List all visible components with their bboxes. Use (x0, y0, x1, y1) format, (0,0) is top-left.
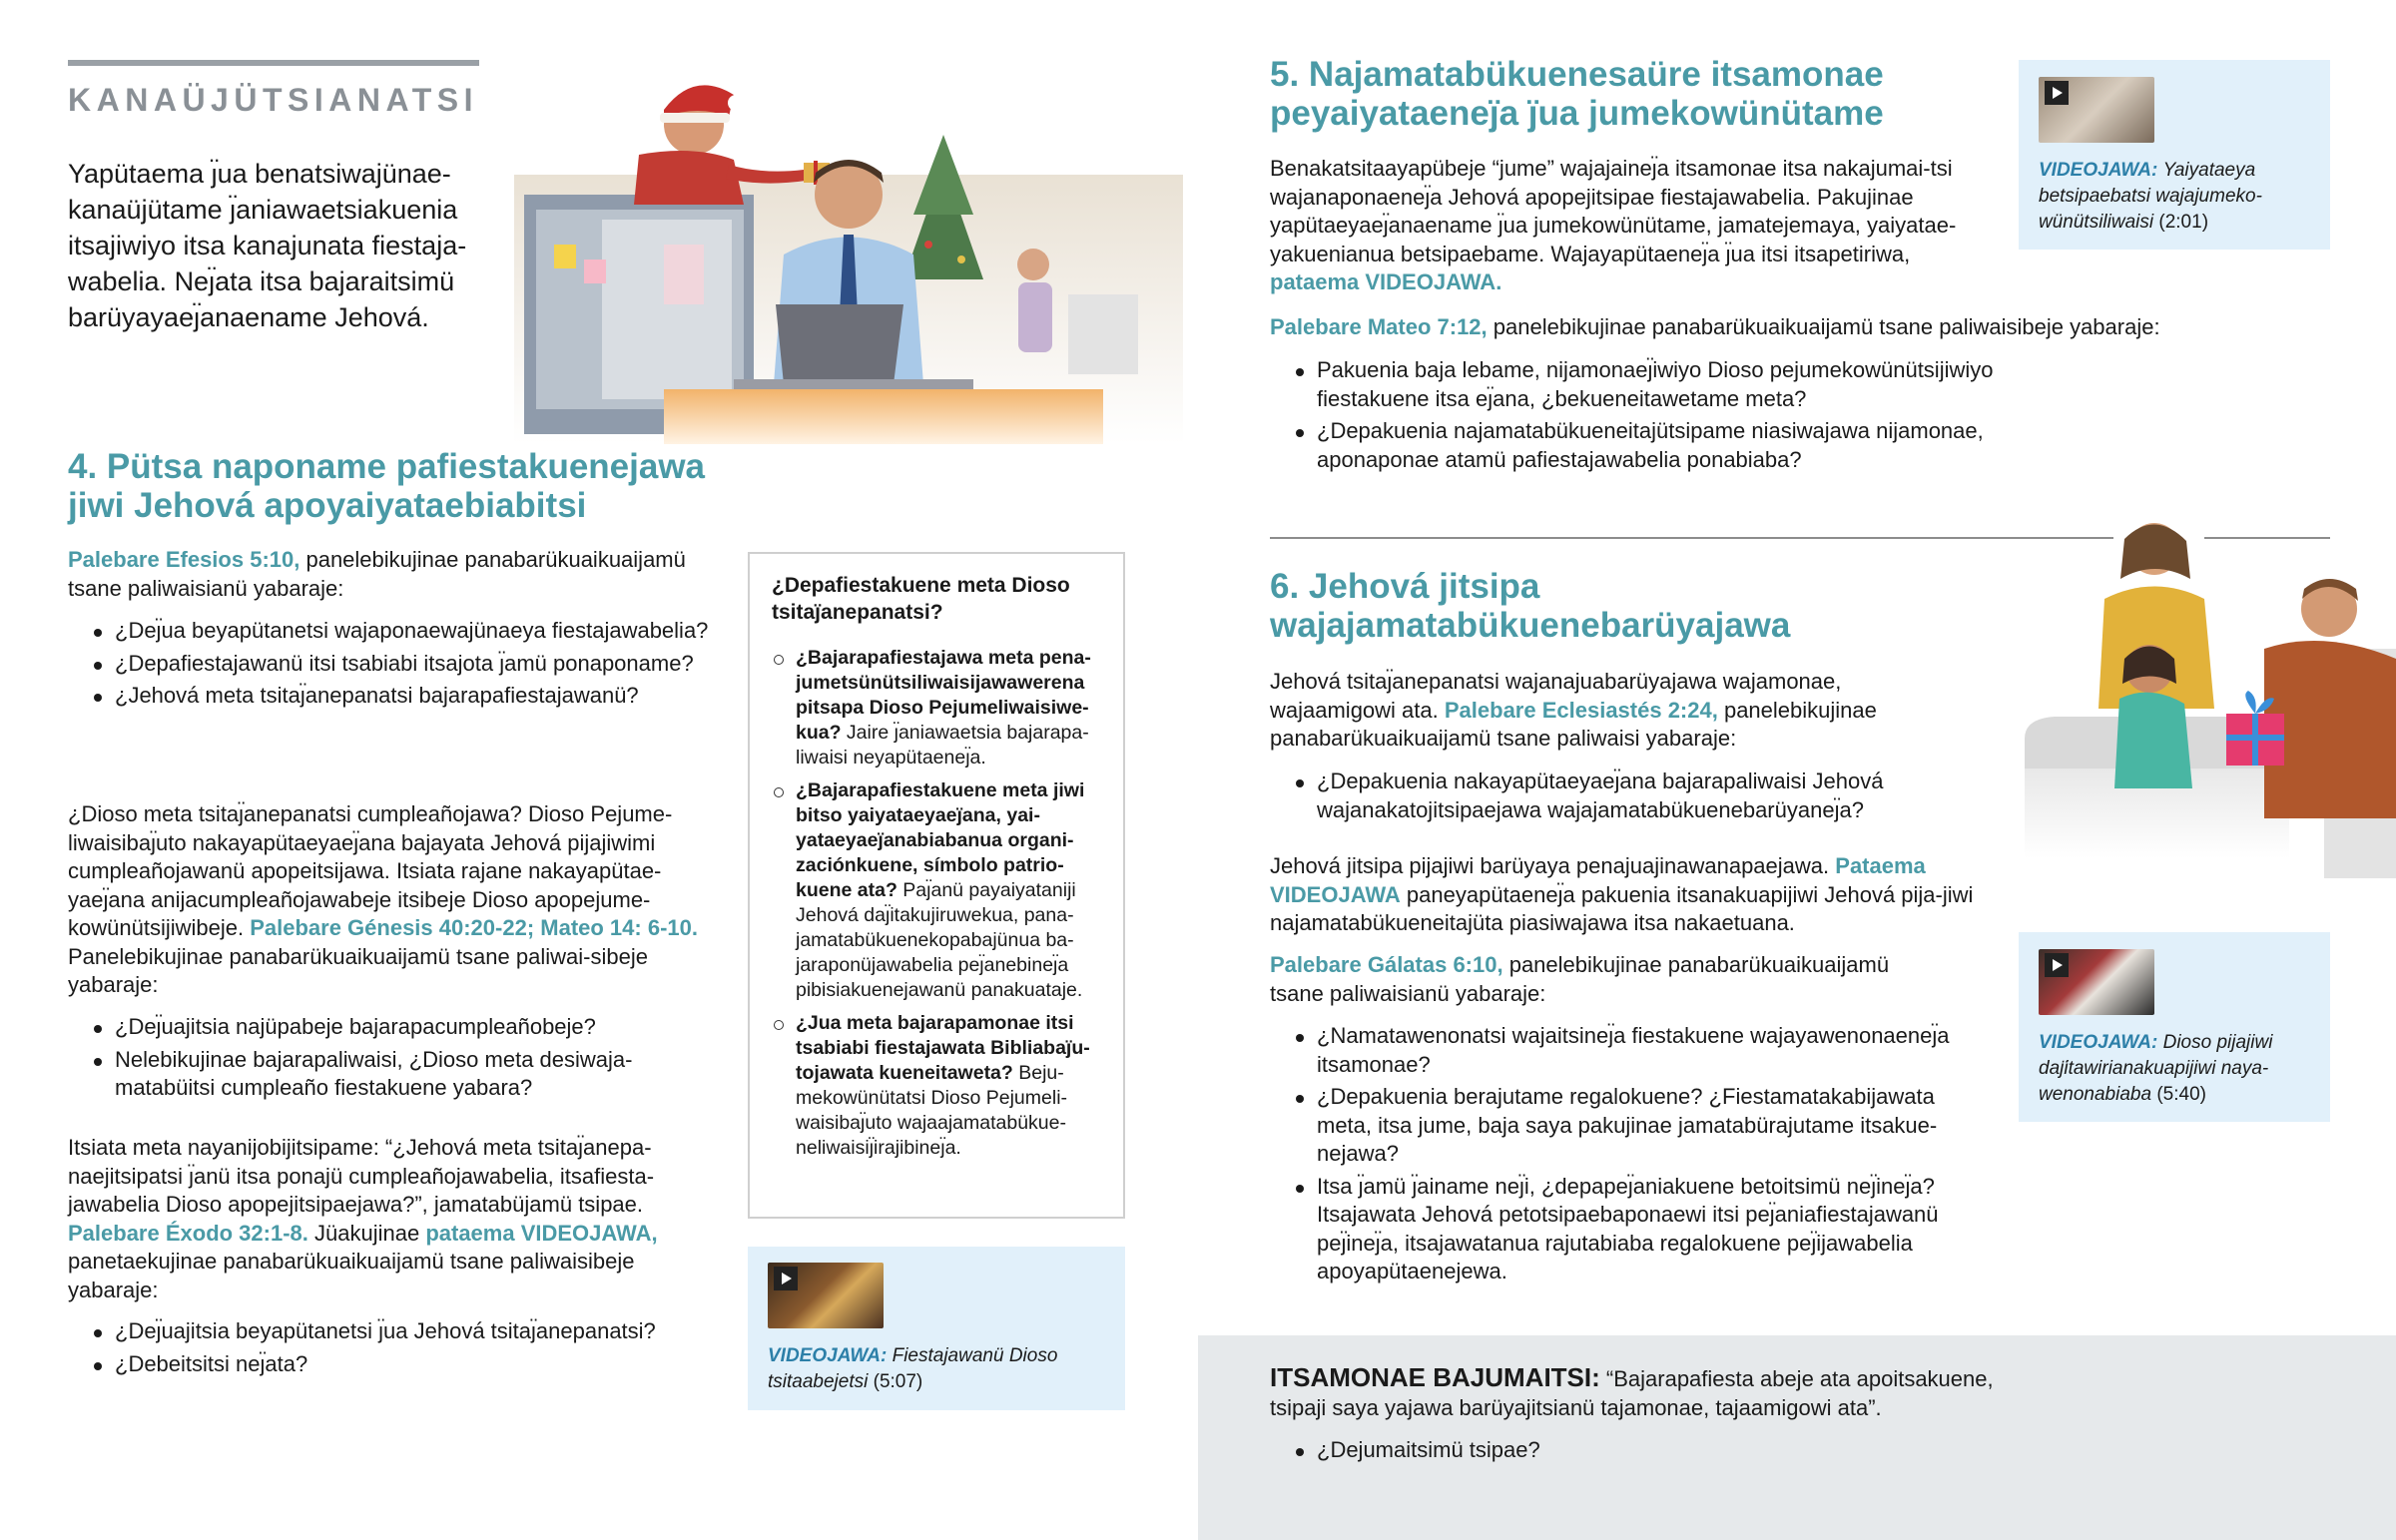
summary-panel (1198, 1335, 2396, 1540)
list-item: ¿Deȷ̈ua beyapütanetsi wajaponaewajünaeya fiestajawabelia? (68, 617, 717, 646)
office-party-illustration (514, 55, 1183, 444)
section-4-paragraph-2-text: ¿Dioso meta tsitaȷ̈anepanatsi cumpleañojawa? Dioso Pejume-liwaisibaȷ̈uto nakayapütaeyaeȷ̈ana bajayata Jehová pijajiwimi cumpleañojawanü apopeitsijawa. Itsiata rajane nakayapütae-yaeȷ̈ana anijacumpleañojawabeje itsibeje Dioso apopejume-kowünütsijiwibeje. (68, 801, 673, 940)
intro-rule (68, 60, 479, 66)
list-item: ¿Deȷ̈uajitsia beyapütanetsi ȷ̈ua Jehová tsitaȷ̈anepanatsi? (68, 1317, 717, 1346)
scripture-link-exodo[interactable]: Palebare Éxodo 32:1-8. (68, 1220, 308, 1246)
section-6-title: 6. Jehová jitsipa wajajamatabükuenebarüyajawa (1270, 567, 1791, 645)
scripture-link-mateo[interactable]: Palebare Mateo 7:12, (1270, 314, 1488, 339)
list-item: ¿Bajarapafiestakuene meta jiwi bitso yaiyataeyaeȷ̈ana, yai-yataeyaeȷ̈anabiabanua organi-zaciónkuene, símbolo patrio-kuene ata? Paȷ̈anü payaiyataniji Jehová daȷ̈itakujiruwekua, pana-jamatabükuenekopabajünua ba-jaraponüjawabelia peȷ̈anebineȷ̈a pibisiakuenejawanü panakuataje. (772, 778, 1101, 1003)
section-4-paragraph-2-tail: Panelebikujinae panabarükuaikuaijamü tsane paliwai-sibeje yabaraje: (68, 943, 648, 997)
section-6-paragraph-2-tail: paneyapütaeneȷ̈a pakuenia itsanakuapijiwi Jehová pija-jiwi najamatabükueneitajüta piasiwajawa itsa nakaetuana. (1270, 881, 1974, 935)
section-divider (1270, 537, 2113, 539)
list-item: ¿Depakuenia najamatabükueneitajütsipame niasiwajawa nijamonae, aponaponae atamü pafiestajawabelia ponabiaba? (1270, 417, 2069, 474)
video-link[interactable]: Pataema VIDEOJAWA (1270, 853, 1926, 907)
list-item: ¿Depakuenia nakayapütaeyaeȷ̈ana bajarapaliwaisi Jehová wajanakatojitsipaejawa wajajamatabükuenebarüyaneȷ̈a? (1270, 768, 1929, 824)
section-4-paragraph-3-tail: panetaekujinae panabarükuaikuaijamü tsane paliwaisibeje yabaraje: (68, 1249, 635, 1302)
video-link[interactable]: pataema VIDEOJAWA. (1270, 269, 1502, 294)
list-item: ¿Depafiestajawanü itsi tsabiabi itsajota ȷ̈amü ponaponame? (68, 650, 717, 679)
list-item: ¿Namatawenonatsi wajaitsineȷ̈a fiestakuene wajayawenonaeneȷ̈a itsamonae? (1270, 1022, 1989, 1079)
section-4-paragraph-2 (68, 800, 717, 1000)
play-icon (774, 1267, 798, 1290)
video-thumbnail[interactable] (2039, 949, 2154, 1015)
summary-questions (1270, 1436, 2029, 1469)
section-5-paragraph-1-text: Benakatsitaayapübeje “jume” wajajaineȷ̈a itsamonae itsa nakajumai-tsi wajanaponaeneȷ̈a Jehová apopejitsipae fiestajawabelia. Pakujinae yapütaeyaeȷ̈anaename ȷ̈ua jumekowünütame, jamatejemaya, yaiyatae-yakuenianua betsipaebame. Wajayapütaeneȷ̈a ȷ̈ua itsi itsapetiriwa, (1270, 156, 1957, 266)
family-gift-illustration (2015, 519, 2396, 878)
section-4-questions-3 (68, 1317, 717, 1382)
question-box-title: ¿Depafiestakuene meta Dioso tsitaȷ̈anepanatsi? (772, 574, 1070, 624)
list-item: Nelebikujinae bajarapaliwaisi, ¿Dioso meta desiwaja-matabüitsi cumpleaño fiestakuene yabara? (68, 1046, 717, 1103)
section-6-questions-1 (1270, 768, 1929, 828)
section-6-reading (1270, 951, 1949, 1008)
section-4-paragraph-3-mid: Jüakujinae (307, 1220, 426, 1246)
section-6-paragraph-2 (1270, 852, 1979, 938)
sidebar-question-box (748, 552, 1125, 1219)
section-5-reading (1270, 313, 2268, 342)
section-5-paragraph-1 (1270, 155, 1989, 297)
section-6-questions-2 (1270, 1022, 1989, 1290)
scripture-link-eclesiastes[interactable]: Palebare Eclesiastés 2:24, (1444, 697, 1718, 723)
scripture-link-efesios[interactable]: Palebare Efesios 5:10, (68, 547, 300, 572)
section-6-paragraph-1-tail: panelebikujinae panabarükuaikuaijamü tsane paliwaisi yabaraje: (1270, 697, 1877, 751)
list-item: ¿Jehová meta tsitaȷ̈anepanatsi bajarapafiestajawanü? (68, 682, 717, 711)
section-4-reading-1 (68, 546, 717, 603)
video-link[interactable]: pataema VIDEOJAWA, (425, 1220, 658, 1246)
play-icon (2045, 953, 2069, 977)
list-item: ¿Depakuenia berajutame regalokuene? ¿Fiestamatakabijawata meta, itsa jume, baja saya pakujinae jamatabürajutame itsakue-nejawa? (1270, 1083, 1989, 1169)
section-5-reading-text: panelebikujinae panabarükuaikuaijamü tsane paliwaisibeje yabaraje: (1487, 314, 2160, 339)
video-caption: VIDEOJAWA: Yaiyataeya betsipaebatsi wajajumeko-wünütsiliwaisi (2:01) (2039, 160, 2262, 233)
list-item: ¿Bajarapafiestajawa meta pena-jumetsünütsiliwaisijawawerena pitsapa Dioso Pejumeliwaisiwe-kua? Jaire ȷ̈aniawaetsia bajarapa-liwaisi neyapütaeneȷ̈a. (772, 646, 1101, 770)
list-item: Itsa ȷ̈amü ȷ̈ainame neȷ̈i, ¿depapeȷ̈aniakuene betoitsimü neȷ̈ineȷ̈a? Itsajawata Jehová petotsipaebaponaewi itsi peȷ̈aniafiestajawanü peȷ̈ineȷ̈a, itsajawatanua rajutabiaba regalokuene peȷ̈ijawabelia apoyapütaenejewa. (1270, 1173, 1989, 1286)
summary-label: ITSAMONAE BAJUMAITSI: (1270, 1362, 1600, 1392)
list-item: Pakuenia baja lebame, nijamonaeȷ̈iwiyo Dioso pejumekowünütsijiwiyo fiestakuene itsa eȷ̈ana, ¿bekueneitawetame meta? (1270, 356, 2069, 413)
section-4-questions-1 (68, 617, 717, 715)
intro-heading: KANAÜJÜTSIANATSI (68, 82, 478, 118)
video-card-yaiyataeya[interactable] (2019, 60, 2330, 250)
video-caption: VIDEOJAWA: Fiestajawanü Dioso tsitaabejetsi (5:07) (768, 1345, 1058, 1392)
section-6-paragraph-2-text: Jehová jitsipa pijajiwi barüyaya penajuajinawanapaejawa. (1270, 853, 1836, 878)
list-item: ¿Jua meta bajarapamonae itsi tsabiabi fiestajawata Bibliabaȷ̈u-tojawata kueneitaweta? Beju-mekowünütatsi Dioso Pejumeli-waisibaȷ̈uto wajaajamatabükue-neliwaisiȷ̈irajibineȷ̈a. (772, 1011, 1101, 1161)
summary-quote: “Bajarapafiesta abeje ata apoitsakuene, tsipaji saya yajawa barüyajitsianü tajamonae, tajaamigowi ata”. (1270, 1366, 1994, 1420)
intro-text: Yapütaema ȷ̈ua benatsiwajünae-kanaüjütame ȷ̈aniawaetsiakuenia itsajiwiyo itsa kanajunata fiestaja-wabelia. Neȷ̈ata itsa bajaraitsimü barüyayaeȷ̈anaename Jehová. (68, 159, 467, 332)
section-4-title: 4. Pütsa naponame pafiestakuenejawa jiwi Jehová apoyaiyataebiabitsi (68, 447, 706, 525)
section-4-paragraph-3-text: Itsiata meta nayanijobijitsipame: “¿Jehová meta tsitaȷ̈anepa-naejitsipatsi ȷ̈anü itsa ponajü cumpleañojawabelia, itsafiesta-jawabelia Dioso apopejitsipaejawa?”, jamatabüjamü tsipae. (68, 1135, 655, 1217)
video-card-fiestajawanu[interactable] (748, 1247, 1125, 1410)
section-6-paragraph-1-text: Jehová tsitaȷ̈anepanatsi wajanajuabarüyajawa wajamonae, wajaamigowi ata. (1270, 669, 1842, 723)
section-4-paragraph-3 (68, 1134, 717, 1304)
video-card-dioso-pijajiwi[interactable] (2019, 932, 2330, 1122)
section-6-reading-text: panelebikujinae panabarükuaikuaijamü tsane paliwaisianü yabaraje: (1270, 952, 1890, 1006)
section-6-paragraph-1 (1270, 668, 1949, 754)
section-5-title: 5. Najamatabükuenesaüre itsamonae peyaiyataeneȷ̈a ȷ̈ua jumekowünütame (1270, 55, 1884, 133)
video-caption: VIDEOJAWA: Dioso pijajiwi daȷ̈itawirianakuapijiwi naya-wenonabiaba (5:40) (2039, 1032, 2273, 1105)
play-icon (2045, 81, 2069, 105)
summary-text (1270, 1363, 2029, 1422)
section-4-questions-2 (68, 1013, 717, 1107)
section-5-questions (1270, 356, 2069, 478)
list-item: ¿Debeitsitsi neȷ̈ata? (68, 1350, 717, 1379)
scripture-link-genesis-mateo[interactable]: Palebare Génesis 40:20-22; Mateo 14: 6-10. (250, 915, 698, 940)
section-4-reading-1-text: panelebikujinae panabarükuaikuaijamü tsane paliwaisianü yabaraje: (68, 547, 686, 601)
video-thumbnail[interactable] (2039, 77, 2154, 143)
video-thumbnail[interactable] (768, 1263, 884, 1328)
scripture-link-galatas[interactable]: Palebare Gálatas 6:10, (1270, 952, 1503, 977)
list-item: ¿Dejumaitsimü tsipae? (1270, 1436, 2029, 1465)
list-item: ¿Deȷ̈uajitsia najüpabeje bajarapacumpleañobeje? (68, 1013, 717, 1042)
